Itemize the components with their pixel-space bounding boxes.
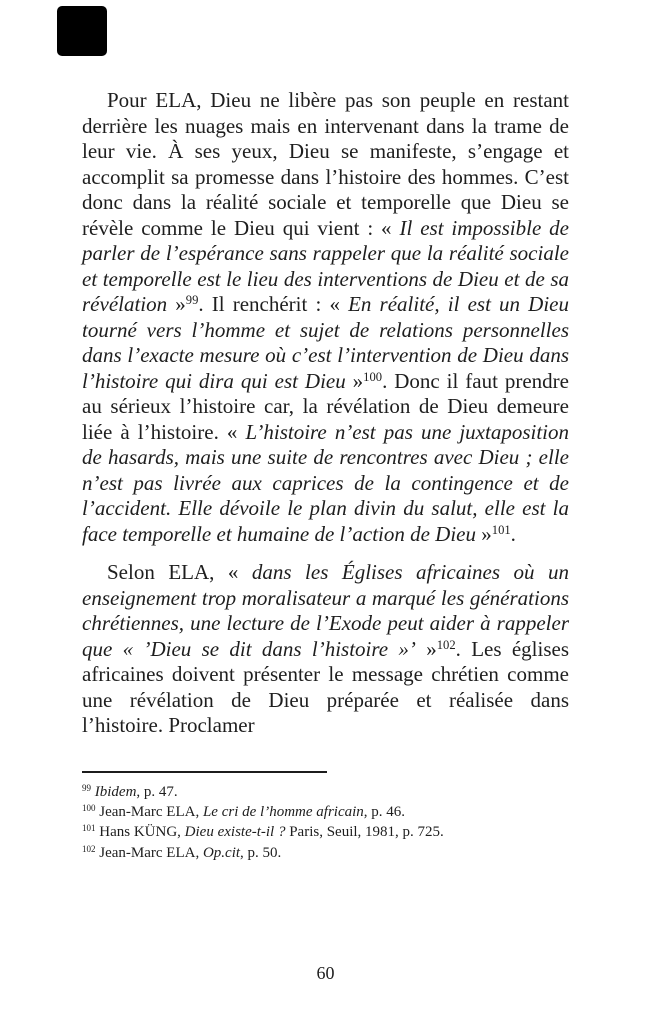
text-segment: Op.cit xyxy=(202,844,241,861)
footnote-99 xyxy=(82,782,569,802)
text-segment: 101 xyxy=(82,823,96,834)
text-segment: Il est impossible de parler de l’espérance sans rappeler que la réalité sociale et temporelle est le lieu des interventions de Dieu et de sa révélation xyxy=(82,215,569,316)
text-segment: L’histoire n’est pas une juxtaposition de hasards, mais une suite de rencontres avec Dieu ; elle n’est pas livrée aux caprices de la contingence et de l’accident. Elle dévoile le plan divin du salut, elle est la face temporelle et humaine de l’action de Dieu xyxy=(82,419,569,546)
text-segment: dans les Églises africaines où un enseignement trop moralisateur a marqué les générations chrétiennes, une lecture de l’Exode peut aider à rappeler que « ’Dieu se dit dans l’histoire »’ xyxy=(82,560,570,661)
text-segment: Jean-Marc ELA, xyxy=(95,844,203,861)
text-segment: En réalité, il est un Dieu tourné vers l’homme et sujet de relations personnelles dans l’exacte mesure où c’est l’intervention de Dieu dans l’histoire qui dira qui est Dieu xyxy=(82,292,569,393)
text-segment: » xyxy=(167,292,186,316)
text-segment: . Les églises africaines doivent présenter le message chrétien comme une révélation de Dieu préparée et réalisée dans l’histoire. Proclamer xyxy=(82,636,570,737)
page-number: 60 xyxy=(316,963,335,983)
text-segment: . Donc il faut prendre au sérieux l’histoire car, la révélation de Dieu demeure liée à l’histoire. « xyxy=(82,368,569,444)
text-segment: , p. 50. xyxy=(240,844,282,861)
text-segment: » xyxy=(415,636,437,661)
text-segment: Jean-Marc ELA, xyxy=(95,803,203,820)
scan-corner-mark xyxy=(57,6,107,56)
text-segment: 99 xyxy=(82,782,91,793)
text-segment: Hans KÜNG, xyxy=(95,824,185,841)
body-paragraph-1 xyxy=(82,88,569,547)
text-segment: Pour ELA, Dieu ne libère pas son peuple en restant derrière les nuages mais en intervenant dans la trame de leur vie. À ses yeux, Dieu se manifeste, s’engage et accomplit sa promesse dans l’histoire des hommes. C’est donc dans la réalité sociale et temporelle que Dieu se révèle comme le Dieu qui vient : « xyxy=(82,88,569,240)
body-paragraph-2 xyxy=(82,560,569,739)
text-segment: Ibidem xyxy=(94,783,137,800)
text-segment: 99 xyxy=(185,293,199,308)
footnote-102 xyxy=(82,843,569,863)
footnote-101 xyxy=(82,822,569,842)
footnote-separator-rule xyxy=(82,771,327,773)
text-segment: , p. 46. xyxy=(363,803,406,820)
text-segment: Selon ELA, « xyxy=(107,560,252,584)
text-segment: , p. 47. xyxy=(136,783,178,800)
text-segment: Dieu existe-t-il ? xyxy=(184,824,286,841)
footnotes-block xyxy=(82,782,569,864)
text-segment: 102 xyxy=(436,637,456,652)
text-segment: 102 xyxy=(82,843,96,854)
text-segment: 101 xyxy=(491,522,511,537)
page-text-block xyxy=(82,88,569,863)
text-segment: Paris, Seuil, 1981, p. 725. xyxy=(285,824,444,841)
text-segment: » xyxy=(476,521,492,546)
text-segment: Le cri de l’homme africain xyxy=(202,803,364,820)
footnote-100 xyxy=(82,802,569,822)
text-segment: » xyxy=(345,368,364,393)
text-segment: 100 xyxy=(82,802,96,813)
text-segment: 100 xyxy=(363,369,383,384)
text-segment: . xyxy=(510,521,516,546)
text-segment: . Il renchérit : « xyxy=(198,292,349,316)
